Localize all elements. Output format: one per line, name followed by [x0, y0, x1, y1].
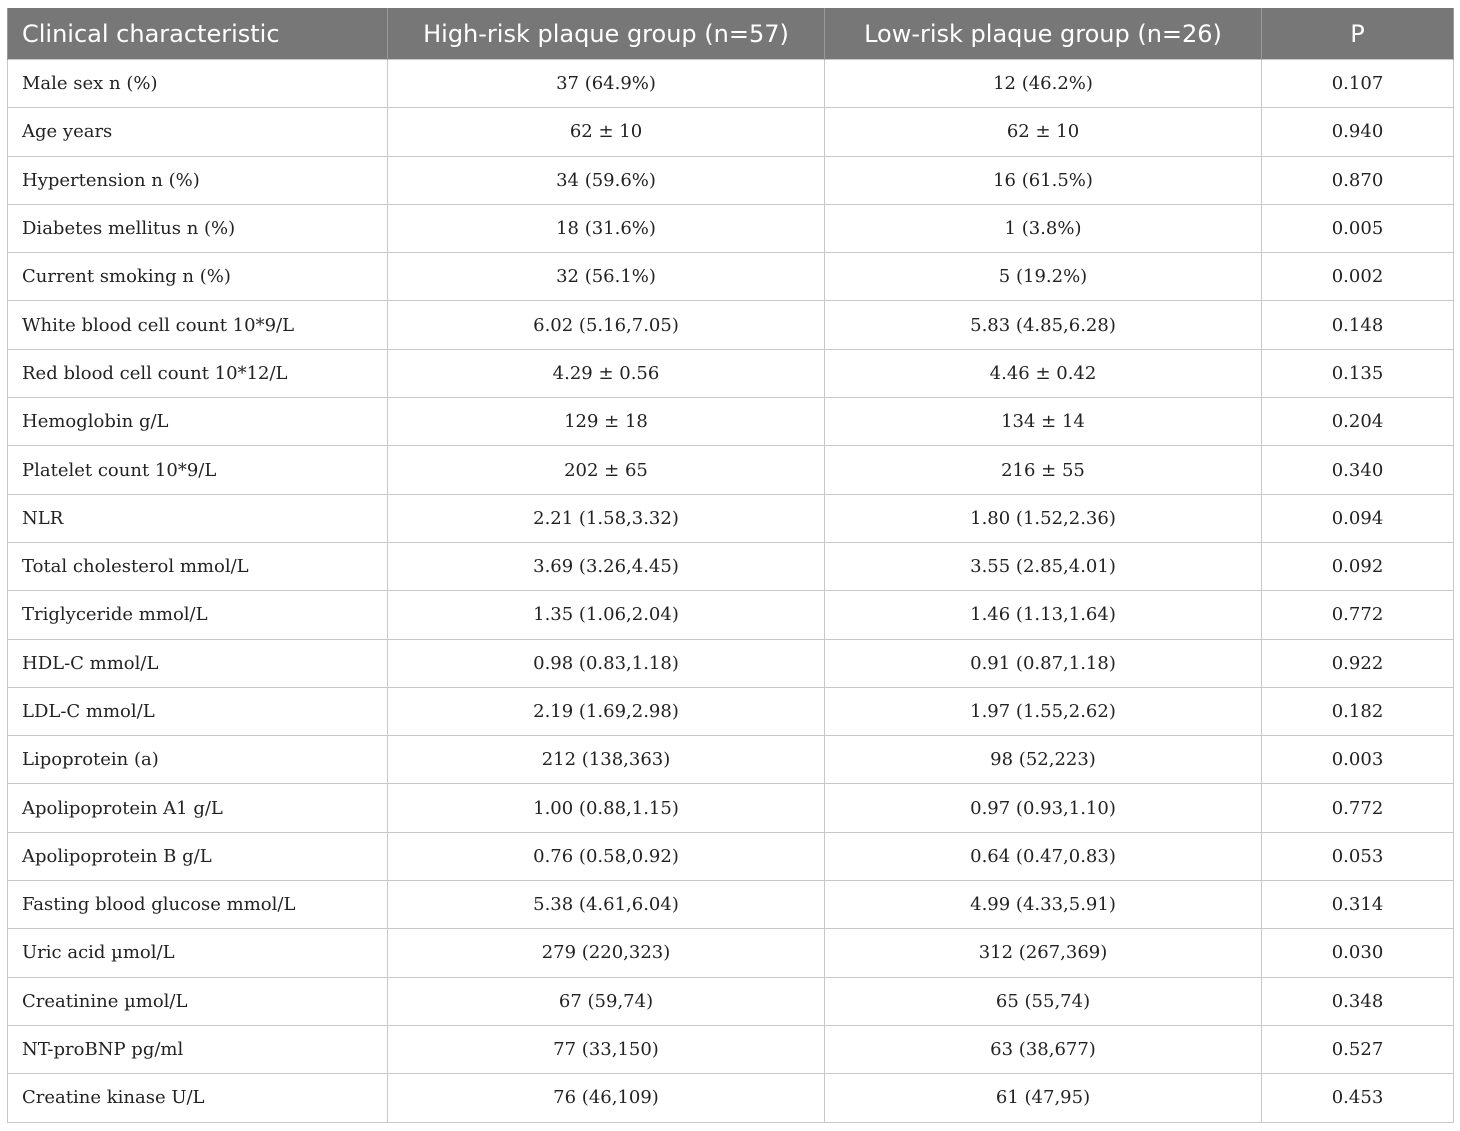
row-label: Lipoprotein (a)	[8, 736, 388, 784]
row-label: NT-proBNP pg/ml	[8, 1025, 388, 1073]
p-value: 0.940	[1262, 108, 1454, 156]
high-risk-value: 18 (31.6%)	[388, 204, 825, 252]
table-row	[8, 446, 1454, 494]
high-risk-value: 3.69 (3.26,4.45)	[388, 542, 825, 590]
low-risk-value: 1.97 (1.55,2.62)	[825, 687, 1262, 735]
row-label: Fasting blood glucose mmol/L	[8, 881, 388, 929]
high-risk-value: 4.29 ± 0.56	[388, 349, 825, 397]
table-row	[8, 639, 1454, 687]
high-risk-value: 129 ± 18	[388, 398, 825, 446]
high-risk-value: 0.76 (0.58,0.92)	[388, 832, 825, 880]
high-risk-value: 5.38 (4.61,6.04)	[388, 881, 825, 929]
header-high-risk-group: High-risk plaque group (n=57)	[388, 8, 825, 60]
table-row	[8, 977, 1454, 1025]
row-label: Apolipoprotein A1 g/L	[8, 784, 388, 832]
header-low-risk-group: Low-risk plaque group (n=26)	[825, 8, 1262, 60]
low-risk-value: 62 ± 10	[825, 108, 1262, 156]
high-risk-value: 202 ± 65	[388, 446, 825, 494]
clinical-characteristics-table	[7, 8, 1454, 1123]
row-label: Apolipoprotein B g/L	[8, 832, 388, 880]
low-risk-value: 5.83 (4.85,6.28)	[825, 301, 1262, 349]
high-risk-value: 77 (33,150)	[388, 1025, 825, 1073]
table-body	[8, 60, 1454, 1123]
p-value: 0.527	[1262, 1025, 1454, 1073]
row-label: Platelet count 10*9/L	[8, 446, 388, 494]
p-value: 0.030	[1262, 929, 1454, 977]
low-risk-value: 0.97 (0.93,1.10)	[825, 784, 1262, 832]
table-row	[8, 929, 1454, 977]
table-row	[8, 108, 1454, 156]
p-value: 0.005	[1262, 204, 1454, 252]
table-row	[8, 1074, 1454, 1122]
low-risk-value: 0.64 (0.47,0.83)	[825, 832, 1262, 880]
table-row	[8, 736, 1454, 784]
p-value: 0.002	[1262, 253, 1454, 301]
table-row	[8, 494, 1454, 542]
low-risk-value: 63 (38,677)	[825, 1025, 1262, 1073]
row-label: Current smoking n (%)	[8, 253, 388, 301]
p-value: 0.094	[1262, 494, 1454, 542]
low-risk-value: 12 (46.2%)	[825, 60, 1262, 108]
high-risk-value: 37 (64.9%)	[388, 60, 825, 108]
table-row	[8, 398, 1454, 446]
high-risk-value: 62 ± 10	[388, 108, 825, 156]
row-label: Triglyceride mmol/L	[8, 591, 388, 639]
table-row	[8, 1025, 1454, 1073]
p-value: 0.340	[1262, 446, 1454, 494]
high-risk-value: 32 (56.1%)	[388, 253, 825, 301]
p-value: 0.053	[1262, 832, 1454, 880]
row-label: Creatine kinase U/L	[8, 1074, 388, 1122]
low-risk-value: 1 (3.8%)	[825, 204, 1262, 252]
high-risk-value: 212 (138,363)	[388, 736, 825, 784]
high-risk-value: 279 (220,323)	[388, 929, 825, 977]
row-label: Male sex n (%)	[8, 60, 388, 108]
p-value: 0.772	[1262, 784, 1454, 832]
header-p-value: P	[1262, 8, 1454, 60]
row-label: Uric acid µmol/L	[8, 929, 388, 977]
clinical-characteristics-table-container	[7, 8, 1453, 1123]
header-clinical-characteristic: Clinical characteristic	[8, 8, 388, 60]
table-row	[8, 156, 1454, 204]
row-label: LDL-C mmol/L	[8, 687, 388, 735]
high-risk-value: 2.21 (1.58,3.32)	[388, 494, 825, 542]
table-row	[8, 253, 1454, 301]
low-risk-value: 16 (61.5%)	[825, 156, 1262, 204]
low-risk-value: 312 (267,369)	[825, 929, 1262, 977]
p-value: 0.182	[1262, 687, 1454, 735]
low-risk-value: 4.46 ± 0.42	[825, 349, 1262, 397]
row-label: Hypertension n (%)	[8, 156, 388, 204]
p-value: 0.135	[1262, 349, 1454, 397]
row-label: Red blood cell count 10*12/L	[8, 349, 388, 397]
low-risk-value: 61 (47,95)	[825, 1074, 1262, 1122]
p-value: 0.092	[1262, 542, 1454, 590]
row-label: HDL-C mmol/L	[8, 639, 388, 687]
table-row	[8, 204, 1454, 252]
header-row	[8, 8, 1454, 60]
row-label: Creatinine µmol/L	[8, 977, 388, 1025]
row-label: Hemoglobin g/L	[8, 398, 388, 446]
table-row	[8, 784, 1454, 832]
high-risk-value: 67 (59,74)	[388, 977, 825, 1025]
low-risk-value: 1.80 (1.52,2.36)	[825, 494, 1262, 542]
row-label: White blood cell count 10*9/L	[8, 301, 388, 349]
table-row	[8, 832, 1454, 880]
low-risk-value: 3.55 (2.85,4.01)	[825, 542, 1262, 590]
low-risk-value: 134 ± 14	[825, 398, 1262, 446]
high-risk-value: 76 (46,109)	[388, 1074, 825, 1122]
low-risk-value: 0.91 (0.87,1.18)	[825, 639, 1262, 687]
p-value: 0.314	[1262, 881, 1454, 929]
p-value: 0.772	[1262, 591, 1454, 639]
low-risk-value: 1.46 (1.13,1.64)	[825, 591, 1262, 639]
low-risk-value: 216 ± 55	[825, 446, 1262, 494]
row-label: Total cholesterol mmol/L	[8, 542, 388, 590]
p-value: 0.348	[1262, 977, 1454, 1025]
table-row	[8, 591, 1454, 639]
row-label: Diabetes mellitus n (%)	[8, 204, 388, 252]
table-row	[8, 349, 1454, 397]
table-header	[8, 8, 1454, 60]
low-risk-value: 65 (55,74)	[825, 977, 1262, 1025]
high-risk-value: 1.35 (1.06,2.04)	[388, 591, 825, 639]
p-value: 0.148	[1262, 301, 1454, 349]
p-value: 0.922	[1262, 639, 1454, 687]
table-row	[8, 301, 1454, 349]
table-row	[8, 881, 1454, 929]
table-row	[8, 687, 1454, 735]
p-value: 0.107	[1262, 60, 1454, 108]
low-risk-value: 5 (19.2%)	[825, 253, 1262, 301]
row-label: Age years	[8, 108, 388, 156]
p-value: 0.453	[1262, 1074, 1454, 1122]
low-risk-value: 4.99 (4.33,5.91)	[825, 881, 1262, 929]
table-row	[8, 542, 1454, 590]
high-risk-value: 2.19 (1.69,2.98)	[388, 687, 825, 735]
p-value: 0.204	[1262, 398, 1454, 446]
low-risk-value: 98 (52,223)	[825, 736, 1262, 784]
high-risk-value: 0.98 (0.83,1.18)	[388, 639, 825, 687]
table-row	[8, 60, 1454, 108]
high-risk-value: 6.02 (5.16,7.05)	[388, 301, 825, 349]
high-risk-value: 1.00 (0.88,1.15)	[388, 784, 825, 832]
row-label: NLR	[8, 494, 388, 542]
p-value: 0.870	[1262, 156, 1454, 204]
high-risk-value: 34 (59.6%)	[388, 156, 825, 204]
p-value: 0.003	[1262, 736, 1454, 784]
